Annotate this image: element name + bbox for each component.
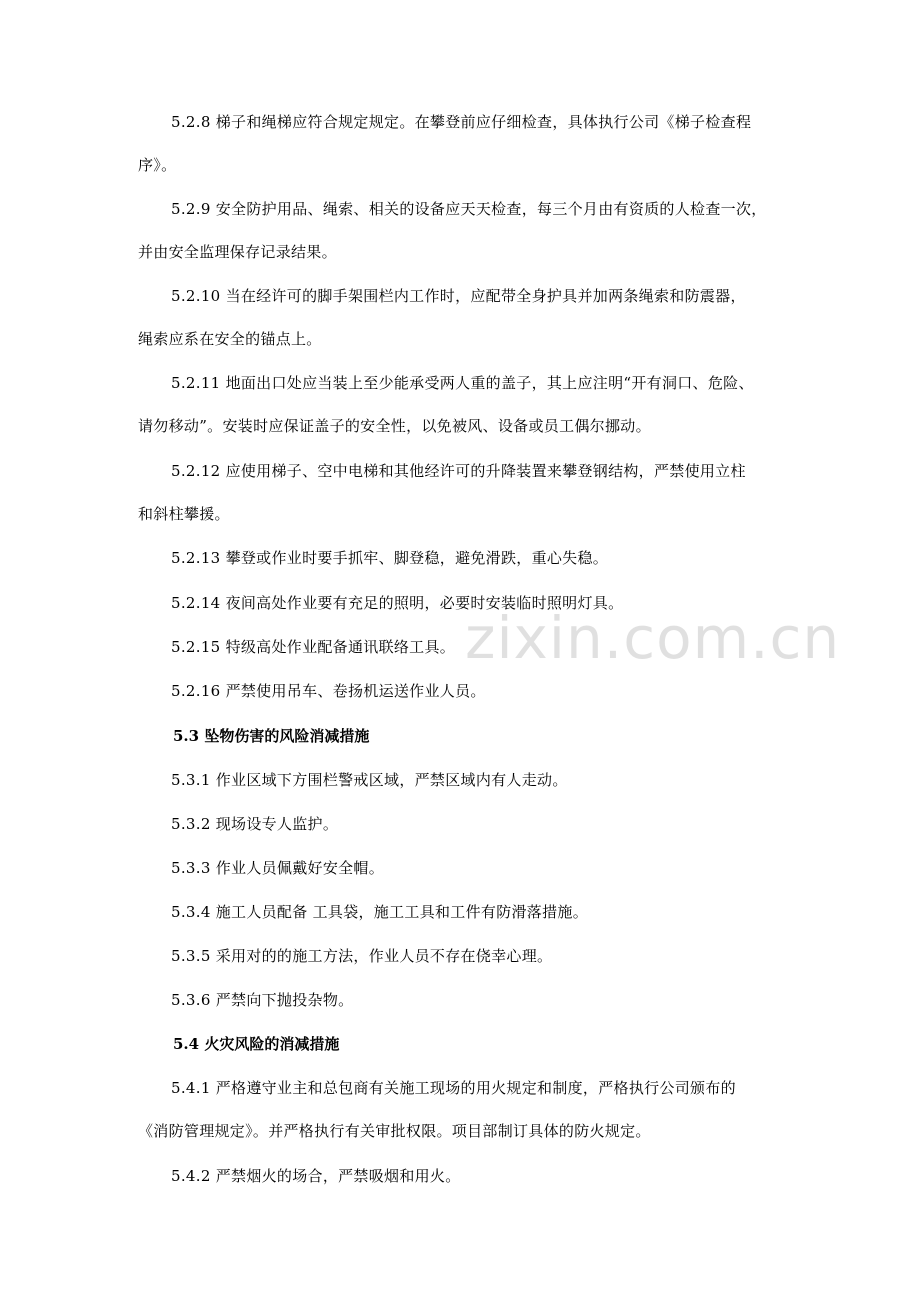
item-5-3-2	[138, 814, 788, 834]
paragraph-line: 5.3.2 现场设专人监护。	[171, 815, 339, 833]
section-heading-5-3: 5.3 坠物伤害的风险消减措施	[173, 727, 370, 745]
item-5-3-3	[138, 858, 788, 878]
paragraph-5-2-16	[138, 681, 788, 701]
paragraph-line: 5.3.6 严禁向下抛投杂物。	[171, 991, 354, 1009]
item-5-3-6	[138, 990, 788, 1010]
watermark: zixin.com.cn	[465, 604, 841, 672]
item-5-3-1	[138, 770, 788, 790]
paragraph-5-4-2	[138, 1166, 788, 1186]
paragraph-5-2-8	[138, 112, 788, 175]
paragraph-line: 和斜柱攀援。	[138, 505, 230, 523]
paragraph-line: 并由安全监理保存记录结果。	[138, 243, 337, 261]
paragraph-5-2-9	[138, 199, 788, 262]
paragraph-5-2-13	[138, 548, 788, 568]
paragraph-line: 5.3.5 采用对的的施工方法，作业人员不存在侥幸心理。	[171, 947, 553, 965]
paragraph-line: 《消防管理规定》。并严格执行有关审批权限。项目部制订具体的防火规定。	[138, 1122, 651, 1140]
paragraph-line: 5.4.2 严禁烟火的场合，严禁吸烟和用火。	[171, 1167, 461, 1185]
paragraph-line: 5.3.1 作业区域下方围栏警戒区域，严禁区域内有人走动。	[171, 771, 568, 789]
paragraph-line: 绳索应系在安全的锚点上。	[138, 330, 322, 348]
item-5-3-5	[138, 946, 788, 966]
paragraph-line: 5.2.9 安全防护用品、绳索、相关的设备应天天检查，每三个月由有资质的人检查一次，	[171, 200, 767, 218]
section-heading-5-4: 5.4 火灾风险的消减措施	[173, 1035, 340, 1053]
paragraph-line: 5.3.4 施工人员配备 工具袋，施工工具和工件有防滑落措施。	[171, 903, 589, 921]
paragraph-line: 5.2.11 地面出口处应当装上至少能承受两人重的盖子，其上应注明“开有洞口、危险、	[171, 374, 754, 392]
paragraph-line: 5.3.3 作业人员佩戴好安全帽。	[171, 859, 385, 877]
paragraph-line: 5.2.14 夜间高处作业要有充足的照明，必要时安装临时照明灯具。	[171, 594, 624, 612]
paragraph-line: 5.2.12 应使用梯子、空中电梯和其他经许可的升降装置来攀登钢结构，严禁使用立柱	[171, 462, 746, 480]
paragraph-line: 5.2.15 特级高处作业配备通讯联络工具。	[171, 638, 456, 656]
paragraph-line: 5.4.1 严格遵守业主和总包商有关施工现场的用火规定和制度，严格执行公司颁布的	[171, 1079, 736, 1097]
paragraph-line: 5.2.13 攀登或作业时要手抓牢、脚登稳，避免滑跌，重心失稳。	[171, 549, 609, 567]
paragraph-line: 5.2.8 梯子和绳梯应符合规定规定。在攀登前应仔细检查，具体执行公司《梯子检查程	[171, 113, 752, 131]
paragraph-line: 5.2.16 严禁使用吊车、卷扬机运送作业人员。	[171, 682, 486, 700]
paragraph-5-2-10	[138, 286, 788, 349]
paragraph-line: 5.2.10 当在经许可的脚手架围栏内工作时，应配带全身护具并加两条绳索和防震器，	[171, 287, 746, 305]
paragraph-line: 序》。	[138, 156, 177, 174]
paragraph-5-2-12	[138, 461, 788, 524]
item-5-3-4	[138, 902, 788, 922]
paragraph-5-4-1	[138, 1078, 788, 1141]
paragraph-5-2-11	[138, 373, 788, 436]
paragraph-line: 请勿移动”。安装时应保证盖子的安全性，以免被风、设备或员工偶尔挪动。	[138, 417, 651, 435]
